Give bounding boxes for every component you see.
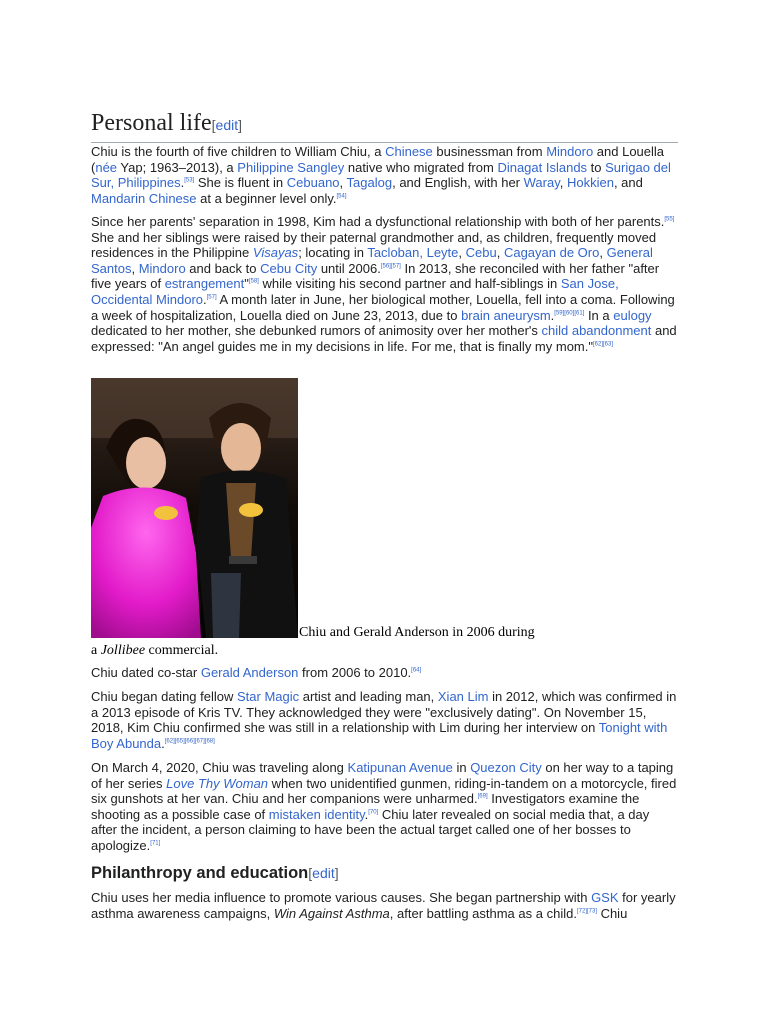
link-estrangement[interactable]: estrangement	[164, 276, 245, 292]
section-heading-personal-life	[91, 108, 678, 143]
citation[interactable]: [62][65][66][67][68]	[164, 738, 215, 745]
link-chinese[interactable]: Chinese	[385, 144, 433, 159]
link-tagalog[interactable]: Tagalog	[346, 175, 393, 191]
citation[interactable]: [54]	[336, 193, 347, 200]
link-hokkien[interactable]: Hokkien	[566, 175, 614, 191]
link-cebu[interactable]: Cebu	[465, 245, 497, 261]
citation[interactable]: [57]	[206, 294, 217, 301]
link-tacloban[interactable]: Tacloban, Leyte	[367, 245, 459, 261]
link-quezon-city[interactable]: Quezon City	[470, 760, 542, 775]
citation[interactable]: [62][63]	[593, 341, 614, 348]
link-cebu-city[interactable]: Cebu City	[260, 260, 318, 276]
citation[interactable]: [64]	[411, 667, 422, 674]
link-cebuano[interactable]: Cebuano	[286, 175, 340, 191]
edit-link-bracket: [edit]	[211, 117, 242, 133]
link-nee[interactable]: née	[95, 159, 118, 175]
link-surigao[interactable]: Surigao del Sur, Philippines	[91, 159, 671, 191]
photo-chiu-anderson	[91, 378, 298, 638]
paragraph-parents: Since her parents' separation in 1998, Kim had a dysfunctional relationship with both of her parents.[55] She and her siblings were raised by their paternal grandmother and, as children, frequently moved residences in the Philippine Visayas; locating in Tacloban, Leyte, Cebu, Cagayan de Oro, General Santos, Mindoro and back to Cebu City until 2006.[56][57] In 2013, she reconciled with her father "after five years of estrangement"[58] while visiting his second partner and half-siblings in San Jose, Occidental Mindoro.[57] A month later in June, her biological mother, Louella, fell into a coma. Following a week of hospitalization, Louella died on June 23, 2013, due to brain aneurysm.[59][60][61] In a eulogy dedicated to her mother, she debunked rumors of animosity over her mother's child abandonment and expressed: "An angel guides me in my decisions in life. For me, that is finally my mom."[62][63]	[91, 214, 677, 354]
citation[interactable]: [58]	[248, 279, 259, 286]
link-waray[interactable]: Waray	[523, 175, 560, 191]
link-star-magic[interactable]: Star Magic	[237, 689, 300, 704]
link-katipunan[interactable]: Katipunan Avenue	[347, 760, 453, 775]
paragraph-gerald: Chiu dated co-star Gerald Anderson from 2006 to 2010.[64]	[91, 665, 422, 680]
citation[interactable]: [69]	[477, 793, 488, 800]
paragraph-philanthropy: Chiu uses her media influence to promote various causes. She began partnership with GSK for yearly asthma awareness campaigns, Win Against Asthma, after battling asthma as a child.[72][73] Chiu	[91, 890, 676, 921]
heading-title: Personal life	[91, 110, 212, 136]
link-san-jose[interactable]: San Jose, Occidental Mindoro	[91, 276, 619, 307]
citation[interactable]: [70]	[368, 809, 379, 816]
figure-caption-line1: Chiu and Gerald Anderson in 2006 during	[299, 625, 535, 640]
edit-link[interactable]: edit	[215, 117, 239, 133]
edit-link-bracket-2: [edit]	[308, 865, 339, 881]
link-tonight-with-boy-abunda[interactable]: Tonight with Boy Abunda	[91, 720, 668, 751]
figure-caption-line2: a Jollibee commercial.	[91, 643, 219, 658]
link-cagayan-de-oro[interactable]: Cagayan de Oro	[503, 245, 600, 261]
link-philippine-sangley[interactable]: Philippine Sangley	[237, 159, 345, 175]
link-dinagat-islands[interactable]: Dinagat Islands	[497, 159, 588, 175]
citation[interactable]: [59][60][61]	[554, 310, 585, 317]
citation[interactable]: [71]	[150, 840, 161, 847]
link-mistaken-identity[interactable]: mistaken identity	[268, 806, 365, 822]
link-child-abandonment[interactable]: child abandonment	[541, 323, 652, 339]
paragraph-shooting: On March 4, 2020, Chiu was traveling along Katipunan Avenue in Quezon City on her way to a taping of her series Love Thy Woman when two unidentified gunmen, riding-in-tandem on a motorcycle, fired six gunshots at her van. Chiu and her companions were unharmed.[69] Investigators examine the shooting as a possible case of mistaken identity.[70] Chiu later revealed on social media that, a day after the incident, a person claiming to have been the actual target called one of her bosses to apologize.[71]	[91, 760, 677, 853]
link-gsk[interactable]: GSK	[591, 890, 619, 905]
link-mandarin[interactable]: Mandarin Chinese	[91, 190, 197, 206]
link-xian-lim[interactable]: Xian Lim	[437, 689, 489, 704]
section-heading-philanthropy	[91, 862, 678, 884]
citation[interactable]: [55]	[664, 216, 675, 223]
link-love-thy-woman[interactable]: Love Thy Woman	[166, 775, 269, 791]
link-mindoro[interactable]: Mindoro	[546, 144, 594, 159]
edit-link-2[interactable]: edit	[312, 865, 335, 881]
link-mindoro-2[interactable]: Mindoro	[138, 260, 186, 276]
paragraph-xian: Chiu began dating fellow Star Magic artist and leading man, Xian Lim in 2012, which was confirmed in a 2013 episode of Kris TV. They acknowledged they were "exclusively dating". On November 15, 2018, Kim Chiu confirmed she was still in a relationship with Lim during her interview on Tonight with Boy Abunda.[62][65][66][67][68]	[91, 689, 677, 751]
citation[interactable]: [56][57]	[380, 263, 401, 270]
link-gerald-anderson[interactable]: Gerald Anderson	[200, 665, 299, 680]
heading2-title: Philanthropy and education	[91, 864, 309, 882]
link-eulogy[interactable]: eulogy	[613, 307, 652, 323]
link-brain-aneurysm[interactable]: brain aneurysm	[461, 307, 551, 323]
citation[interactable]: [53]	[184, 177, 195, 184]
paragraph-family: Chiu is the fourth of five children to William Chiu, a Chinese businessman from Mindoro and Louella (née Yap; 1963–2013), a Philippine Sangley native who migrated from Dinagat Islands to Surigao del Sur, Philippines.[53] She is fluent in Cebuano, Tagalog, and English, with her Waray, Hokkien, and Mandarin Chinese at a beginner level only.[54]	[91, 144, 671, 206]
link-visayas[interactable]: Visayas	[252, 245, 299, 261]
citation[interactable]: [72][73]	[576, 908, 597, 915]
link-general-santos[interactable]: General Santos	[91, 245, 653, 276]
